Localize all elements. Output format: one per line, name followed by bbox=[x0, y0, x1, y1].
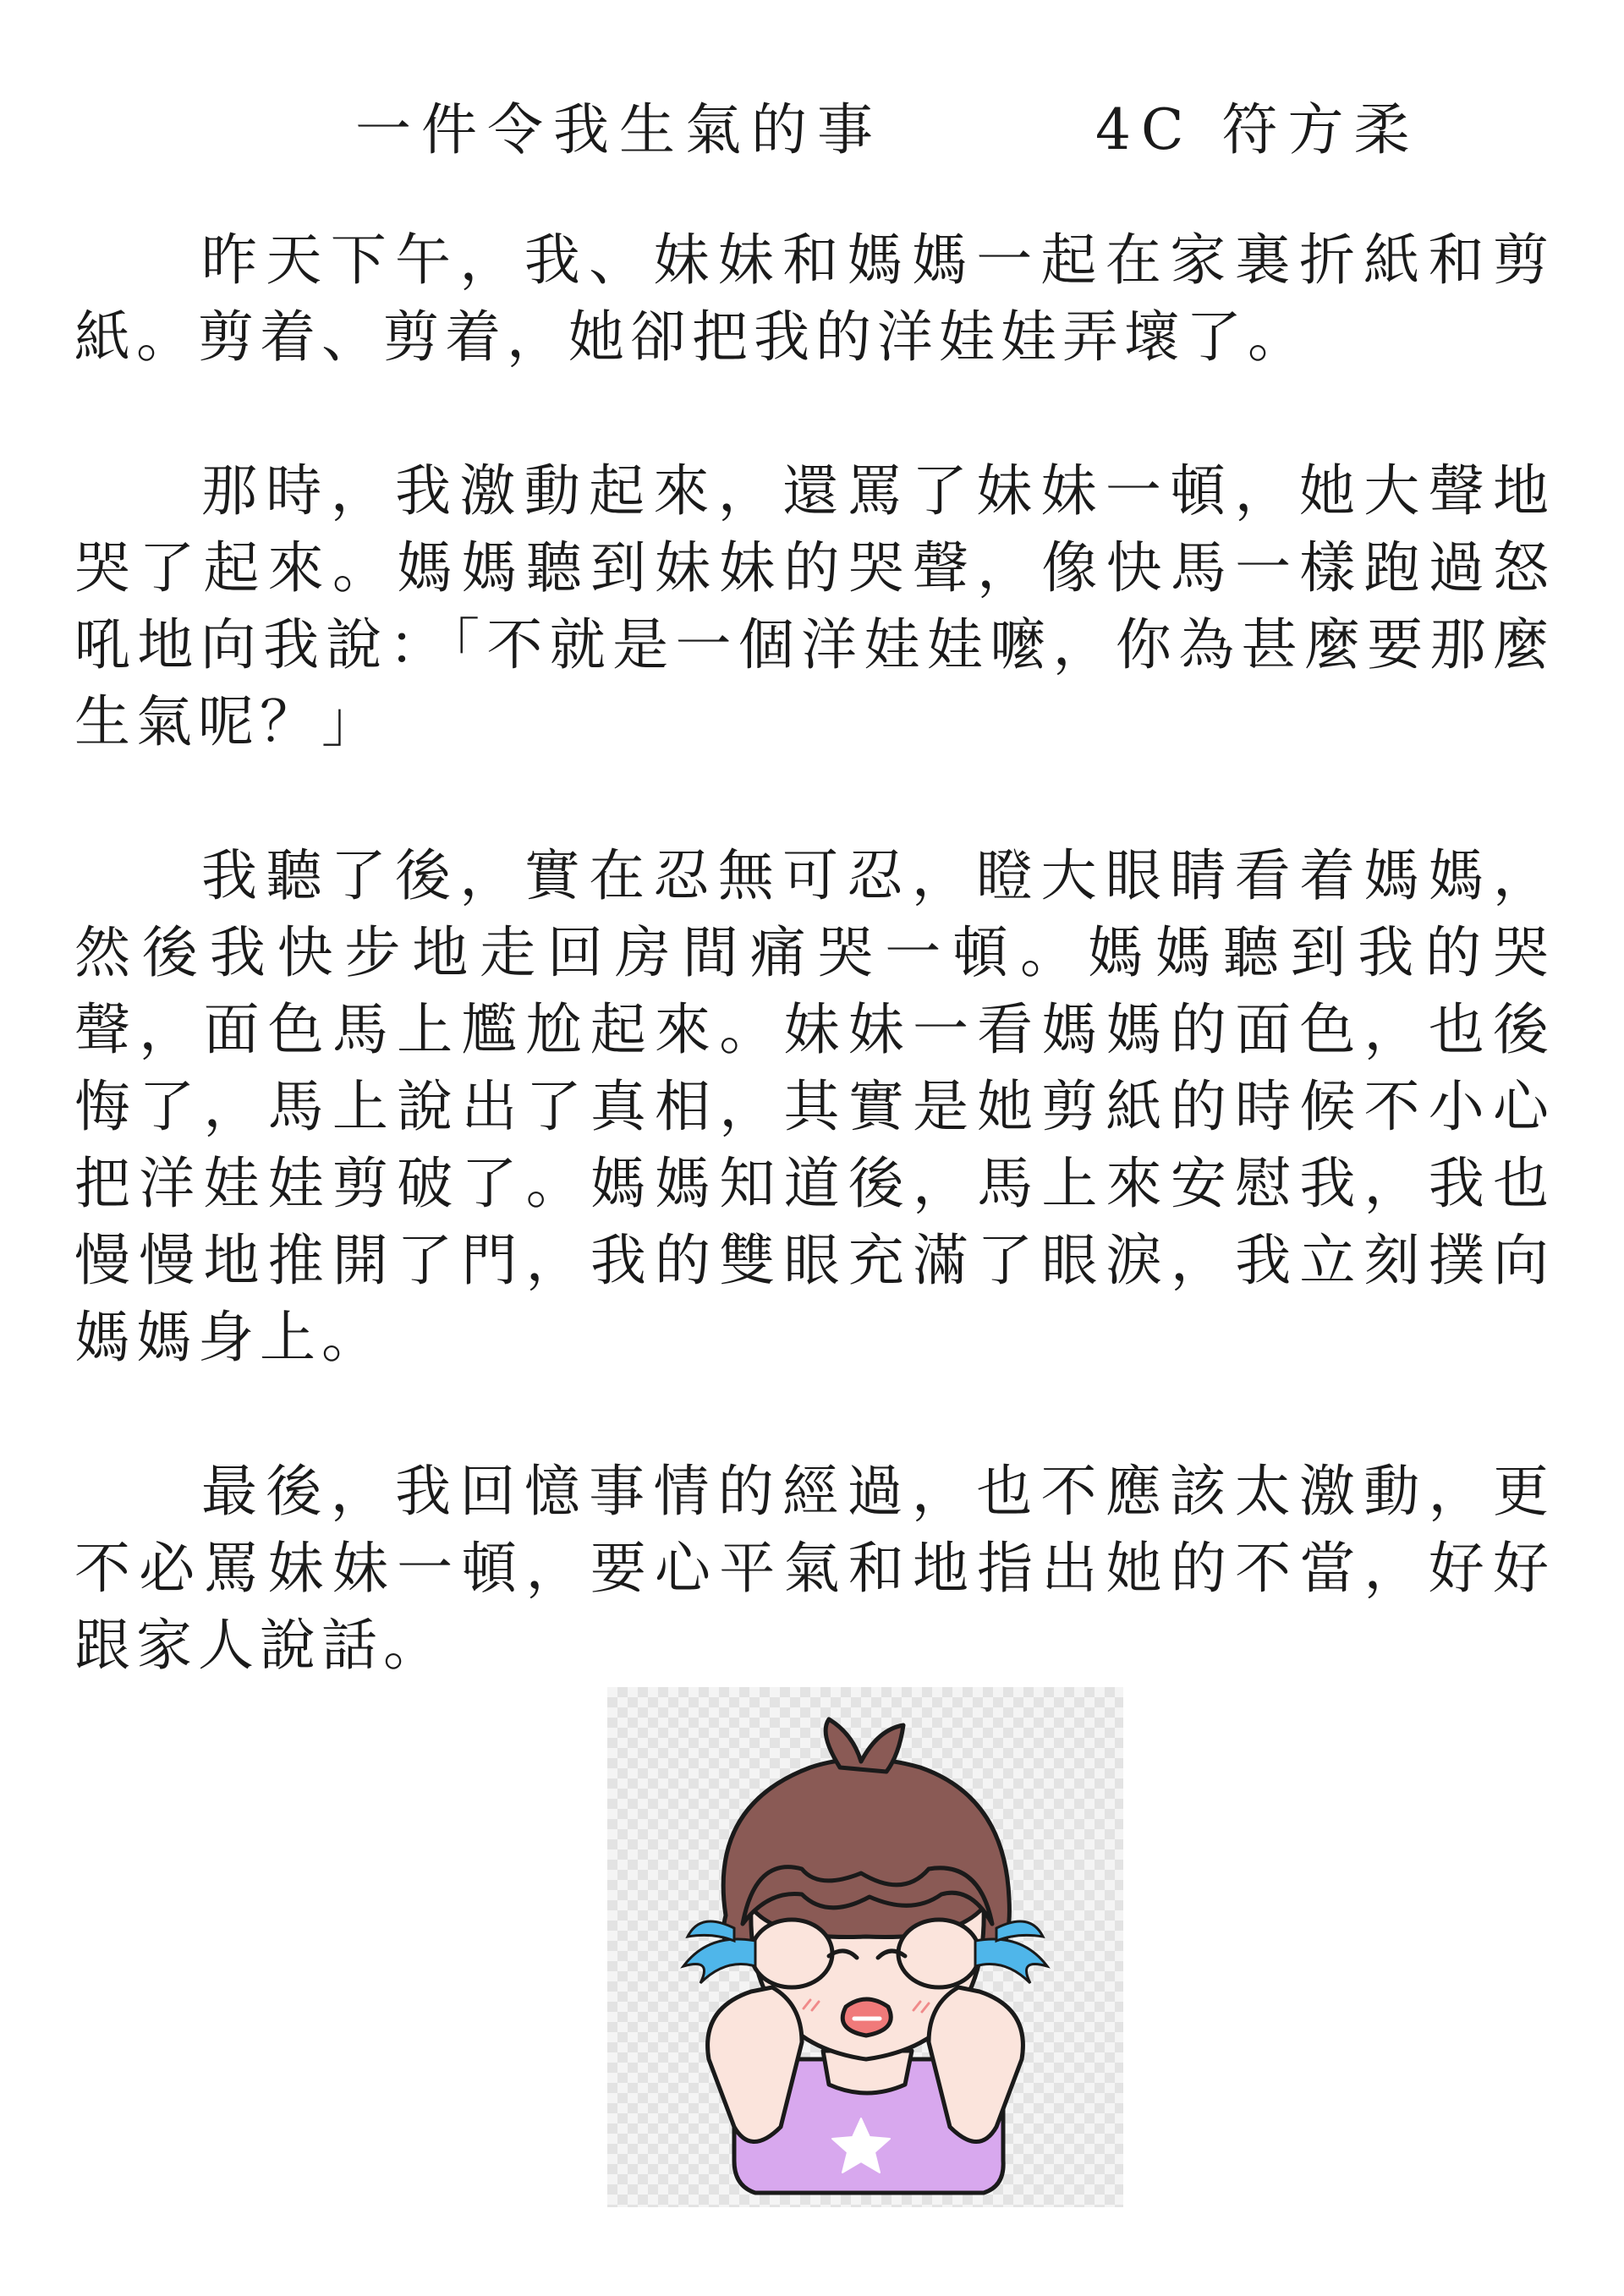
paragraph-1: 昨天下午，我、妹妹和媽媽一起在家裏折紙和剪紙。剪着、剪着，她卻把我的洋娃娃弄壞了。 bbox=[74, 227, 1555, 370]
author-label: 4C 符方柔 bbox=[1095, 97, 1420, 162]
paragraph-2: 那時，我激動起來，還罵了妹妹一頓，她大聲地哭了起來。媽媽聽到妹妹的哭聲，像快馬一樣跑過怒吼地向我說：「不就是一個洋娃娃嚒，你為甚麼要那麼生氣呢？」 bbox=[74, 458, 1555, 754]
paragraph-3: 我聽了後，實在忍無可忍，瞪大眼睛看着媽媽，然後我快步地走回房間痛哭一頓。媽媽聽到我的哭聲，面色馬上尷尬起來。妹妹一看媽媽的面色，也後悔了，馬上說出了真相，其實是她剪紙的時候不小心把洋娃娃剪破了。媽媽知道後，馬上來安慰我，我也慢慢地推開了門，我的雙眼充滿了眼淚，我立刻撲向媽媽身上。 bbox=[74, 843, 1555, 1370]
paragraph-4: 最後，我回憶事情的經過，也不應該太激動，更不必罵妹妹一頓，要心平氣和地指出她的不當，好好跟家人說話。 bbox=[74, 1459, 1555, 1678]
title-row bbox=[0, 85, 1624, 178]
essay-body bbox=[74, 222, 1555, 1761]
crying-child-icon bbox=[607, 1687, 1123, 2207]
crying-child-illustration bbox=[607, 1687, 1123, 2207]
page-title: 一件令我生氣的事 bbox=[355, 97, 883, 162]
